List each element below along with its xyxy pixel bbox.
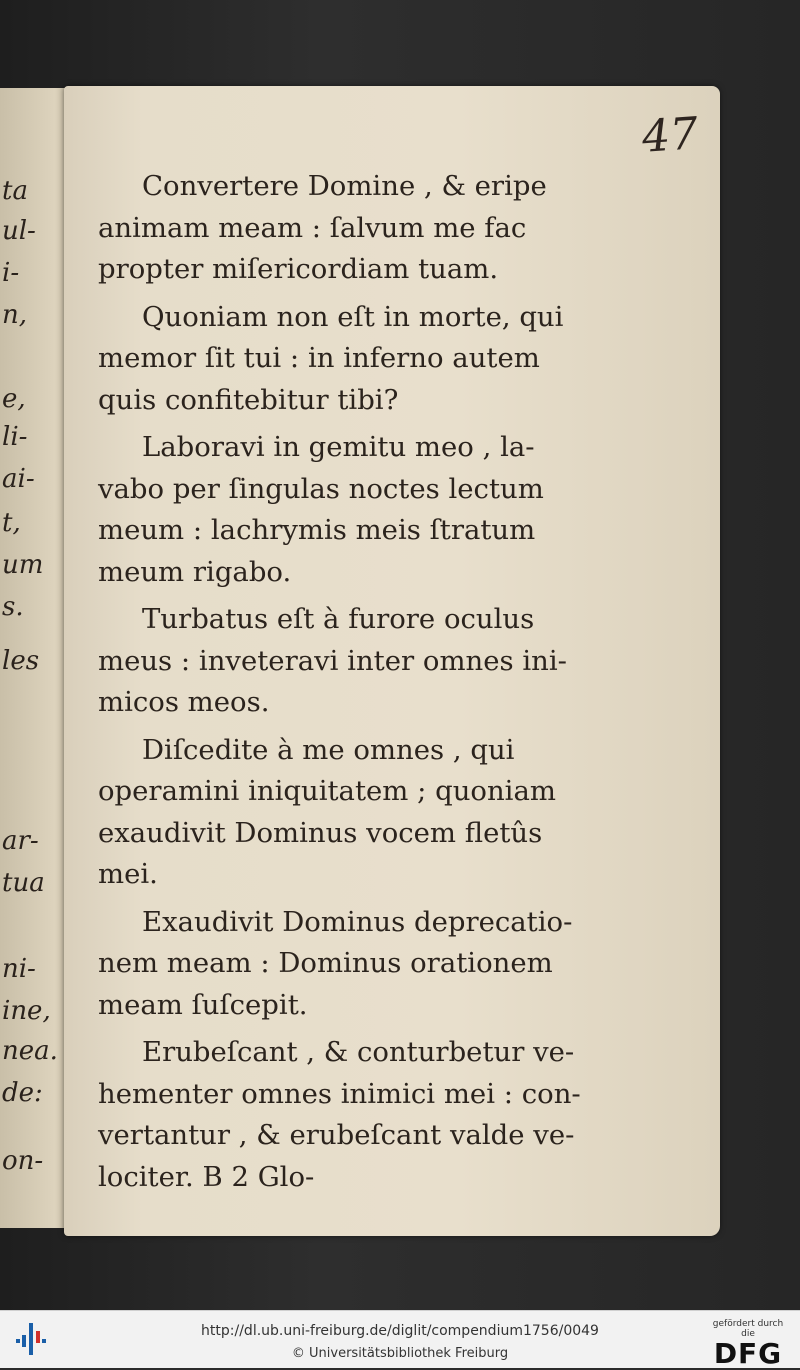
left-fragment: on- [2,1146,44,1176]
left-fragment: n, [2,300,28,330]
text-line: exaudivit Dominus vocem fletûs [98,816,543,849]
text-line: mei. [98,858,158,890]
text-line: lociter. [98,1160,194,1193]
left-fragment: les [2,646,40,676]
left-fragment: de: [2,1078,43,1108]
left-fragment: s. [2,592,24,622]
verse [98,297,658,422]
left-fragment: i- [2,258,20,288]
dfg-logo[interactable] [706,1319,790,1369]
verse [98,1032,658,1198]
text-line: quis confitebitur tibi? [98,383,399,416]
verse [98,599,658,724]
text-line: Diſcedite à me omnes , qui [142,733,515,766]
signature-mark: B 2 [202,1160,249,1193]
left-fragment: e, [2,384,26,414]
text-line: operamini iniquitatem ; quoniam [98,775,556,807]
left-fragment: nea. [2,1036,58,1066]
left-fragment: um [2,550,44,580]
left-fragment: ul- [2,216,36,246]
catchword: Glo- [257,1160,315,1193]
document-url-link[interactable]: http://dl.ub.uni-freiburg.de/diglit/compendium1756/0049 [201,1323,599,1339]
text-line: vabo per ſingulas noctes lectum [98,472,544,505]
text-line: meus : inveteravi inter omnes ini- [98,644,567,677]
left-fragment: li- [2,422,28,452]
text-line: meam ſuſcepit. [98,988,308,1021]
text-line: vertantur , & erubeſcant valde ve- [98,1119,575,1151]
verse [98,730,658,896]
text-line: meum rigabo. [98,555,292,588]
verse [98,166,658,291]
book-page [64,86,720,1236]
left-fragment: ar- [2,826,39,856]
left-fragment: ta [2,176,28,206]
page-number: 47 [640,108,700,163]
left-fragment: ni- [2,954,36,984]
verse [98,902,658,1027]
text-line: Exaudivit Dominus deprecatio- [142,905,573,938]
text-line: Quoniam non eſt in morte, qui [142,300,564,333]
text-line: Laboravi in gemitu meo , la- [142,431,535,463]
text-line: Erubeſcant , & conturbetur ve- [142,1036,575,1068]
text-line: propter miſericordiam tuam. [98,253,499,285]
page-text [98,166,658,1204]
copyright-text: © Universitätsbibliothek Freiburg [291,1346,509,1361]
left-fragment: ai- [2,464,35,494]
text-line: hementer omnes inimici mei : con- [98,1077,581,1110]
left-fragment: tua [2,868,45,898]
last-line [98,1157,646,1199]
left-fragment: t, [2,508,21,538]
text-line: animam meam : ſalvum me fac [98,211,527,244]
text-line: meum : lachrymis meis ſtratum [98,514,536,546]
text-line: Convertere Domine , & eripe [142,170,547,202]
text-line: memor ſit tui : in inferno autem [98,342,540,374]
text-line: Turbatus eſt à furore oculus [142,603,535,635]
text-line: nem meam : Dominus orationem [98,947,553,979]
dfg-logo-text: DFG [713,1337,783,1370]
viewer-footer [0,1310,800,1368]
left-fragment: ine, [2,996,51,1026]
dfg-funding-note: gefördert durch die [712,1319,784,1339]
verse [98,427,658,593]
text-line: micos meos. [98,686,270,718]
